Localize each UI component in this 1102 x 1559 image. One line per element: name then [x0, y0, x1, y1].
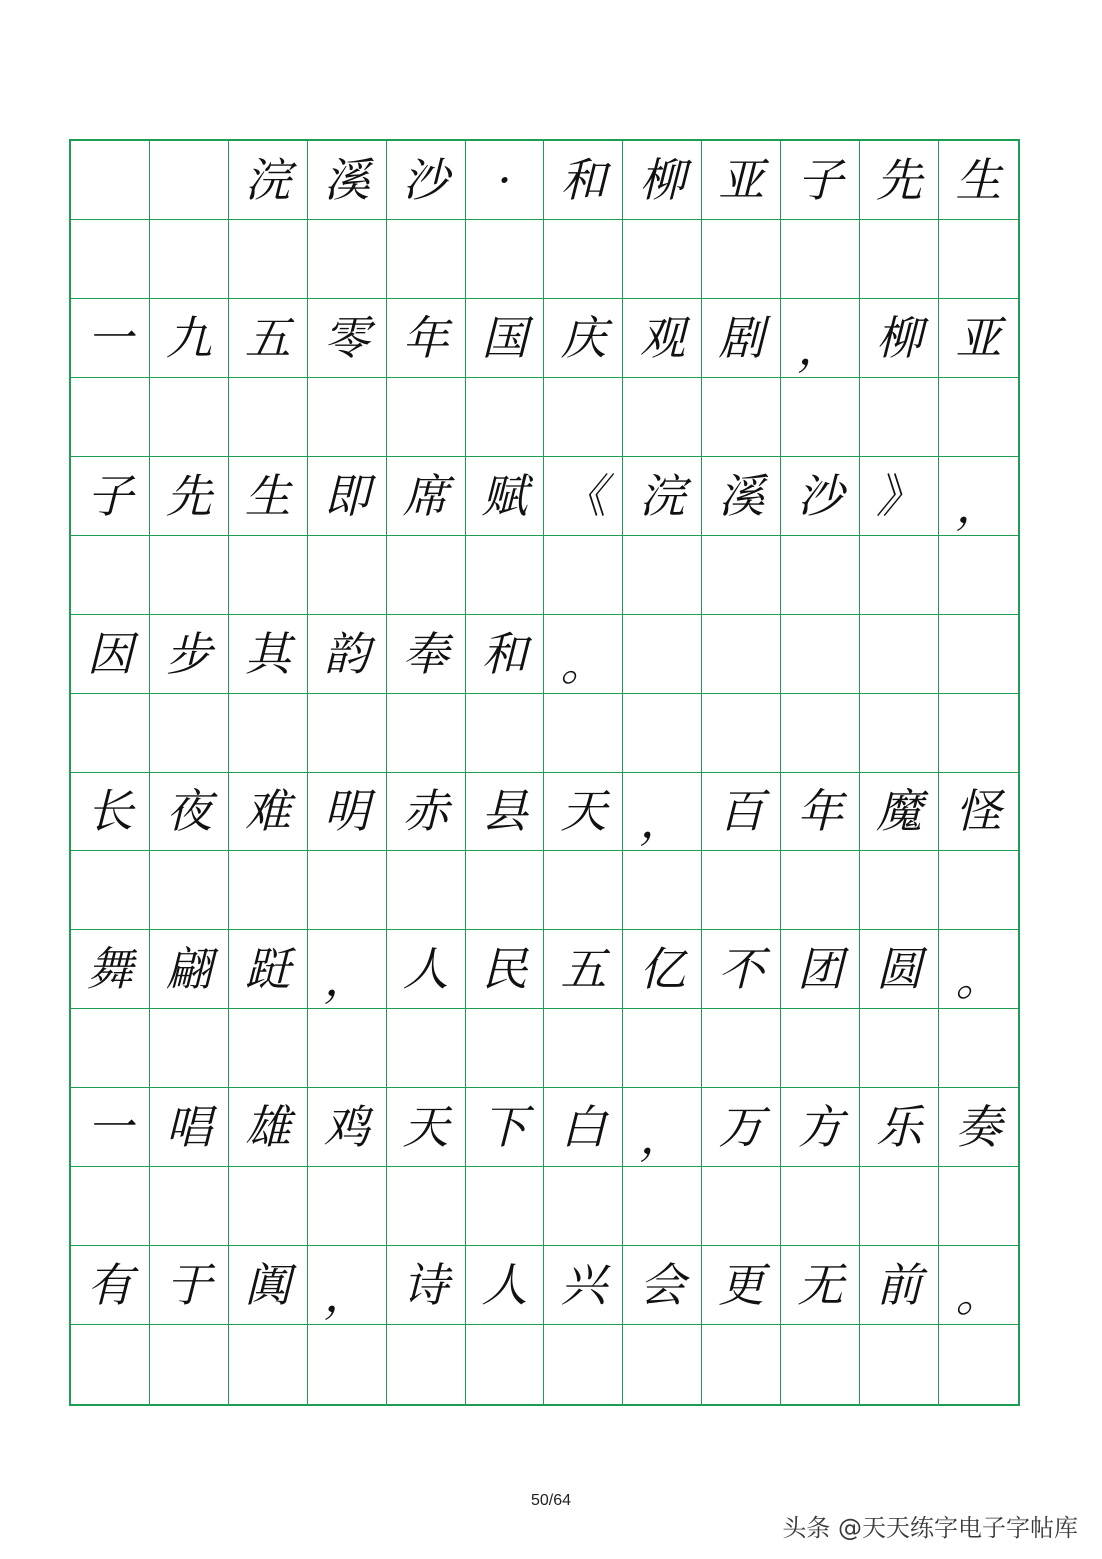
grid-cell-char: 前 [860, 1246, 939, 1325]
grid-cell-empty [229, 694, 308, 773]
grid-cell-empty [702, 615, 781, 694]
grid-cell-empty [702, 1167, 781, 1246]
grid-cell-char: 人 [387, 930, 466, 1009]
grid-cell-char: ， [781, 299, 860, 378]
grid-cell-char: 天 [544, 773, 623, 852]
grid-cell-empty [781, 615, 860, 694]
grid-cell-char: 怪 [939, 773, 1018, 852]
grid-cell-char: ， [623, 1088, 702, 1167]
grid-cell-char: 跹 [229, 930, 308, 1009]
grid-cell-empty [623, 1167, 702, 1246]
grid-cell-empty [466, 536, 545, 615]
grid-cell-empty [939, 536, 1018, 615]
grid-cell-empty [150, 141, 229, 220]
grid-cell-empty [71, 1325, 150, 1404]
grid-cell-empty [544, 1325, 623, 1404]
grid-cell-empty [71, 851, 150, 930]
grid-cell-empty [623, 1009, 702, 1088]
grid-cell-empty [466, 220, 545, 299]
grid-cell-char: 浣 [229, 141, 308, 220]
grid-cell-char: 。 [544, 615, 623, 694]
grid-cell-empty [860, 615, 939, 694]
grid-cell-char: 于 [150, 1246, 229, 1325]
grid-cell-empty [781, 378, 860, 457]
grid-cell-empty [702, 1009, 781, 1088]
grid-cell-empty [702, 694, 781, 773]
grid-cell-empty [229, 220, 308, 299]
grid-cell-char: 其 [229, 615, 308, 694]
grid-cell-empty [71, 220, 150, 299]
grid-cell-char: 步 [150, 615, 229, 694]
grid-cell-empty [544, 220, 623, 299]
grid-cell-char: 赤 [387, 773, 466, 852]
grid-cell-empty [466, 1009, 545, 1088]
grid-cell-empty [860, 536, 939, 615]
grid-cell-char: 溪 [702, 457, 781, 536]
grid-cell-empty [781, 694, 860, 773]
grid-cell-empty [387, 851, 466, 930]
grid-cell-char: 子 [71, 457, 150, 536]
grid-cell-empty [544, 1167, 623, 1246]
grid-cell-char: 先 [150, 457, 229, 536]
grid-cell-empty [860, 1325, 939, 1404]
grid-cell-char: 兴 [544, 1246, 623, 1325]
grid-cell-empty [939, 1325, 1018, 1404]
grid-cell-empty [623, 1325, 702, 1404]
grid-cell-char: 亚 [702, 141, 781, 220]
grid-cell-empty [781, 536, 860, 615]
grid-cell-empty [229, 1167, 308, 1246]
grid-cell-empty [150, 378, 229, 457]
grid-cell-char: 不 [702, 930, 781, 1009]
grid-cell-empty [702, 378, 781, 457]
grid-cell-empty [308, 1167, 387, 1246]
grid-cell-empty [229, 1009, 308, 1088]
grid-cell-empty [544, 536, 623, 615]
grid-cell-char: 韵 [308, 615, 387, 694]
grid-cell-char: 五 [229, 299, 308, 378]
grid-cell-char: 无 [781, 1246, 860, 1325]
grid-cell-char: 方 [781, 1088, 860, 1167]
grid-cell-char: 年 [781, 773, 860, 852]
grid-cell-empty [308, 1325, 387, 1404]
grid-cell-empty [623, 615, 702, 694]
grid-cell-empty [939, 220, 1018, 299]
grid-cell-empty [860, 1167, 939, 1246]
grid-cell-char: 舞 [71, 930, 150, 1009]
grid-cell-empty [544, 851, 623, 930]
grid-cell-empty [702, 851, 781, 930]
grid-cell-empty [387, 536, 466, 615]
grid-cell-char: 一 [71, 1088, 150, 1167]
grid-cell-char: 庆 [544, 299, 623, 378]
grid-cell-empty [939, 1167, 1018, 1246]
grid-cell-char: 零 [308, 299, 387, 378]
grid-cell-empty [860, 694, 939, 773]
grid-cell-empty [150, 536, 229, 615]
grid-cell-char: 沙 [387, 141, 466, 220]
grid-cell-char: 溪 [308, 141, 387, 220]
grid-cell-empty [860, 1009, 939, 1088]
grid-cell-char: 因 [71, 615, 150, 694]
grid-cell-empty [150, 851, 229, 930]
grid-cell-char: 赋 [466, 457, 545, 536]
grid-cell-char: 团 [781, 930, 860, 1009]
page-number: 50/64 [530, 1492, 572, 1509]
grid-cell-empty [466, 694, 545, 773]
grid-cell-char: 柳 [860, 299, 939, 378]
grid-cell-char: 和 [466, 615, 545, 694]
grid-cell-empty [623, 220, 702, 299]
grid-cell-empty [939, 615, 1018, 694]
grid-cell-char: 圆 [860, 930, 939, 1009]
grid-cell-char: 会 [623, 1246, 702, 1325]
grid-cell-empty [387, 1009, 466, 1088]
grid-cell-empty [702, 1325, 781, 1404]
grid-cell-char: 五 [544, 930, 623, 1009]
grid-cell-char: 浣 [623, 457, 702, 536]
grid-cell-empty [308, 536, 387, 615]
grid-cell-empty [939, 1009, 1018, 1088]
grid-cell-char: 雄 [229, 1088, 308, 1167]
grid-cell-char: 诗 [387, 1246, 466, 1325]
grid-cell-char: 奏 [939, 1088, 1018, 1167]
grid-cell-empty [466, 851, 545, 930]
grid-cell-empty [781, 1009, 860, 1088]
grid-cell-char: 。 [939, 1246, 1018, 1325]
grid-cell-char: 一 [71, 299, 150, 378]
grid-cell-char: 生 [229, 457, 308, 536]
grid-cell-char: ， [308, 1246, 387, 1325]
grid-cell-char: 夜 [150, 773, 229, 852]
grid-cell-char: 亚 [939, 299, 1018, 378]
grid-cell-char: 白 [544, 1088, 623, 1167]
grid-cell-empty [860, 220, 939, 299]
grid-cell-empty [939, 694, 1018, 773]
grid-cell-char: 沙 [781, 457, 860, 536]
grid-cell-char: 阗 [229, 1246, 308, 1325]
grid-cell-empty [544, 378, 623, 457]
grid-cell-char: ， [623, 773, 702, 852]
grid-cell-char: 鸡 [308, 1088, 387, 1167]
grid-cell-char: 万 [702, 1088, 781, 1167]
grid-cell-empty [623, 851, 702, 930]
grid-cell-char: 县 [466, 773, 545, 852]
grid-cell-empty [702, 220, 781, 299]
grid-cell-empty [387, 1167, 466, 1246]
grid-cell-empty [702, 536, 781, 615]
grid-cell-empty [387, 694, 466, 773]
grid-cell-char: 观 [623, 299, 702, 378]
grid-cell-empty [623, 536, 702, 615]
grid-cell-char: 乐 [860, 1088, 939, 1167]
grid-cell-empty [308, 1009, 387, 1088]
grid-cell-empty [71, 1167, 150, 1246]
grid-cell-char: 即 [308, 457, 387, 536]
grid-cell-empty [860, 851, 939, 930]
grid-cell-empty [781, 1167, 860, 1246]
grid-cell-empty [544, 1009, 623, 1088]
grid-cell-char: 人 [466, 1246, 545, 1325]
grid-cell-empty [387, 220, 466, 299]
grid-cell-char: 下 [466, 1088, 545, 1167]
grid-cell-char: 》 [860, 457, 939, 536]
grid-cell-char: ， [308, 930, 387, 1009]
grid-cell-char: 魔 [860, 773, 939, 852]
grid-cell-empty [71, 378, 150, 457]
grid-cell-empty [623, 694, 702, 773]
watermark: 头条 @天天练字电子字帖库 [782, 1514, 1078, 1542]
grid-cell-empty [466, 1325, 545, 1404]
grid-cell-char: 奉 [387, 615, 466, 694]
grid-cell-char: 有 [71, 1246, 150, 1325]
grid-cell-empty [387, 1325, 466, 1404]
grid-cell-empty [71, 1009, 150, 1088]
grid-cell-empty [466, 1167, 545, 1246]
grid-cell-char: 百 [702, 773, 781, 852]
grid-cell-char: 唱 [150, 1088, 229, 1167]
grid-cell-empty [387, 378, 466, 457]
grid-cell-char: ， [939, 457, 1018, 536]
practice-grid [69, 139, 1020, 1406]
grid-cell-empty [229, 1325, 308, 1404]
grid-cell-empty [308, 694, 387, 773]
grid-cell-empty [466, 378, 545, 457]
grid-cell-char: 柳 [623, 141, 702, 220]
grid-cell-char: 和 [544, 141, 623, 220]
grid-cell-empty [308, 851, 387, 930]
grid-cell-empty [781, 1325, 860, 1404]
grid-cell-empty [939, 851, 1018, 930]
grid-cell-empty [71, 141, 150, 220]
grid-cell-empty [860, 378, 939, 457]
grid-cell-char: 翩 [150, 930, 229, 1009]
grid-cell-empty [150, 1009, 229, 1088]
grid-cell-char: 长 [71, 773, 150, 852]
grid-cell-empty [781, 220, 860, 299]
grid-cell-char: 。 [939, 930, 1018, 1009]
grid-cell-empty [939, 378, 1018, 457]
grid-cell-char: 九 [150, 299, 229, 378]
grid-cell-char: 更 [702, 1246, 781, 1325]
grid-cell-empty [229, 851, 308, 930]
grid-cell-empty [150, 1325, 229, 1404]
grid-cell-empty [229, 378, 308, 457]
grid-cell-empty [71, 536, 150, 615]
grid-cell-char: 生 [939, 141, 1018, 220]
grid-cell-empty [150, 694, 229, 773]
grid-cell-empty [544, 694, 623, 773]
grid-cell-empty [150, 220, 229, 299]
grid-cell-empty [781, 851, 860, 930]
grid-cell-empty [229, 536, 308, 615]
grid-cell-char: 剧 [702, 299, 781, 378]
grid-cell-empty [71, 694, 150, 773]
grid-cell-char: 民 [466, 930, 545, 1009]
grid-cell-char: 难 [229, 773, 308, 852]
grid-cell-char: 先 [860, 141, 939, 220]
grid-cell-char: 天 [387, 1088, 466, 1167]
grid-cell-char: 明 [308, 773, 387, 852]
grid-cell-empty [308, 220, 387, 299]
grid-cell-char: 年 [387, 299, 466, 378]
grid-cell-empty [623, 378, 702, 457]
grid-cell-empty [150, 1167, 229, 1246]
grid-cell-empty [308, 378, 387, 457]
grid-cell-char: 席 [387, 457, 466, 536]
grid-cell-char: · [466, 141, 545, 220]
grid-cell-char: 《 [544, 457, 623, 536]
grid-cell-char: 国 [466, 299, 545, 378]
grid-cell-char: 子 [781, 141, 860, 220]
grid-cell-char: 亿 [623, 930, 702, 1009]
